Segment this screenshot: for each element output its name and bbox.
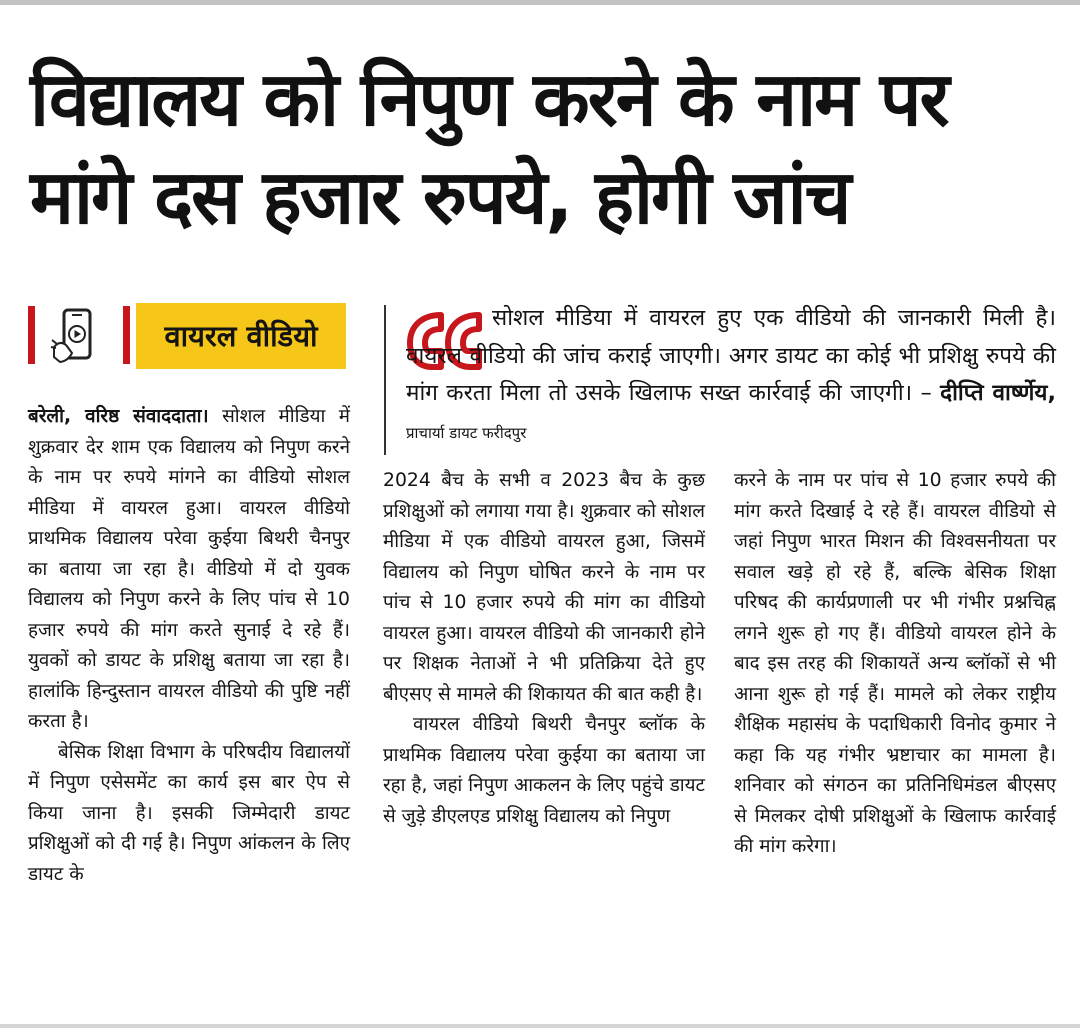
bottom-border <box>0 1024 1080 1028</box>
viral-video-tag <box>28 303 346 369</box>
tag-red-bar-right <box>123 306 130 364</box>
headline-line-1: विद्यालय को निपुण करने के नाम पर <box>30 55 948 143</box>
quote-body: सोशल मीडिया में वायरल हुए एक वीडियो की जानकारी मिली है। वायरल वीडियो की जांच कराई जाएगी। अगर डायट का कोई भी प्रशिक्षु रुपये की मांग करता मिला तो उसके खिलाफ सख्त कार्रवाई की जाएगी। – <box>406 305 1056 406</box>
headline-line-2: मांगे दस हजार रुपये, होगी जांच <box>30 153 850 241</box>
article-column-3 <box>734 466 1056 863</box>
tag-red-bar-left <box>28 306 35 364</box>
phone-video-icon <box>50 307 102 365</box>
article-column-1 <box>28 402 350 890</box>
quote-attribution-name: दीप्ति वार्ष्णेय, <box>940 380 1056 406</box>
tag-label: वायरल वीडियो <box>136 303 346 369</box>
top-border <box>0 0 1080 5</box>
paragraph <box>28 402 350 738</box>
headline <box>30 50 1039 246</box>
quote-divider <box>384 305 386 455</box>
paragraph: 2024 बैच के सभी व 2023 बैच के कुछ प्रशिक्षुओं को लगाया गया है। शुक्रवार को सोशल मीडिया में एक वीडियो वायरल हुआ, जिसमें विद्यालय को निपुण घोषित करने के नाम पर पांच से 10 हजार रुपये की मांग का वीडियो वायरल हुआ। वायरल वीडियो की जानकारी होने पर शिक्षक नेताओं ने भी प्रतिक्रिया देते हुए बीएसए से मामले की शिकायत की बात कही है। <box>383 470 705 705</box>
paragraph: करने के नाम पर पांच से 10 हजार रुपये की मांग करते दिखाई दे रहे हैं। वायरल वीडियो से जहां निपुण भारत मिशन की विश्वसनीयता पर सवाल खड़े हो रहे हैं, बल्कि बेसिक शिक्षा परिषद की कार्यप्रणाली पर भी गंभीर प्रश्नचिह्न लगने शुरू हो गए हैं। वीडियो वायरल होने के बाद इस तरह की शिकायतें अन्य ब्लॉकों से भी आना शुरू हो गई हैं। मामले को लेकर राष्ट्रीय शैक्षिक महासंघ के पदाधिकारी विनोद कुमार ने कहा कि यह गंभीर भ्रष्टाचार का मामला है। शनिवार को संगठन का प्रतिनिधिमंडल बीएसए से मिलकर दोषी प्रशिक्षुओं के खिलाफ कार्रवाई की मांग करेगा। <box>734 470 1056 857</box>
quote-attribution-role: प्राचार्या डायट फरीदपुर <box>406 423 527 442</box>
pull-quote <box>406 300 1056 452</box>
paragraph-text: सोशल मीडिया में शुक्रवार देर शाम एक विद्यालय को निपुण करने के नाम पर रुपये मांगने का वीडियो सोशल मीडिया में वायरल हुआ। वायरल वीडियो प्राथमिक विद्यालय परेवा कुईया बिथरी चैनपुर का बताया जा रहा है। वीडियो में दो युवक विद्यालय को निपुण करने के लिए पांच से 10 हजार रुपये की मांग करते सुनाई दे रहे हैं। युवकों को डायट के प्रशिक्षु बताया जा रहा है। हालांकि हिन्दुस्तान वायरल वीडियो की पुष्टि नहीं करता है। <box>28 406 350 732</box>
paragraph: वायरल वीडियो बिथरी चैनपुर ब्लॉक के प्राथमिक विद्यालय परेवा कुईया का बताया जा रहा है, जहां निपुण आकलन के लिए पहुंचे डायट से जुड़े डीएलएड प्रशिक्षु विद्यालय को निपुण <box>383 714 705 827</box>
byline: बरेली, वरिष्ठ संवाददाता। <box>28 406 209 427</box>
paragraph: बेसिक शिक्षा विभाग के परिषदीय विद्यालयों में निपुण एसेसमेंट का कार्य इस बार ऐप से किया जाना है। इसकी जिम्मेदारी डायट प्रशिक्षुओं को दी गई है। निपुण आंकलन के लिए डायट के <box>28 741 350 885</box>
article-column-2 <box>383 466 705 832</box>
